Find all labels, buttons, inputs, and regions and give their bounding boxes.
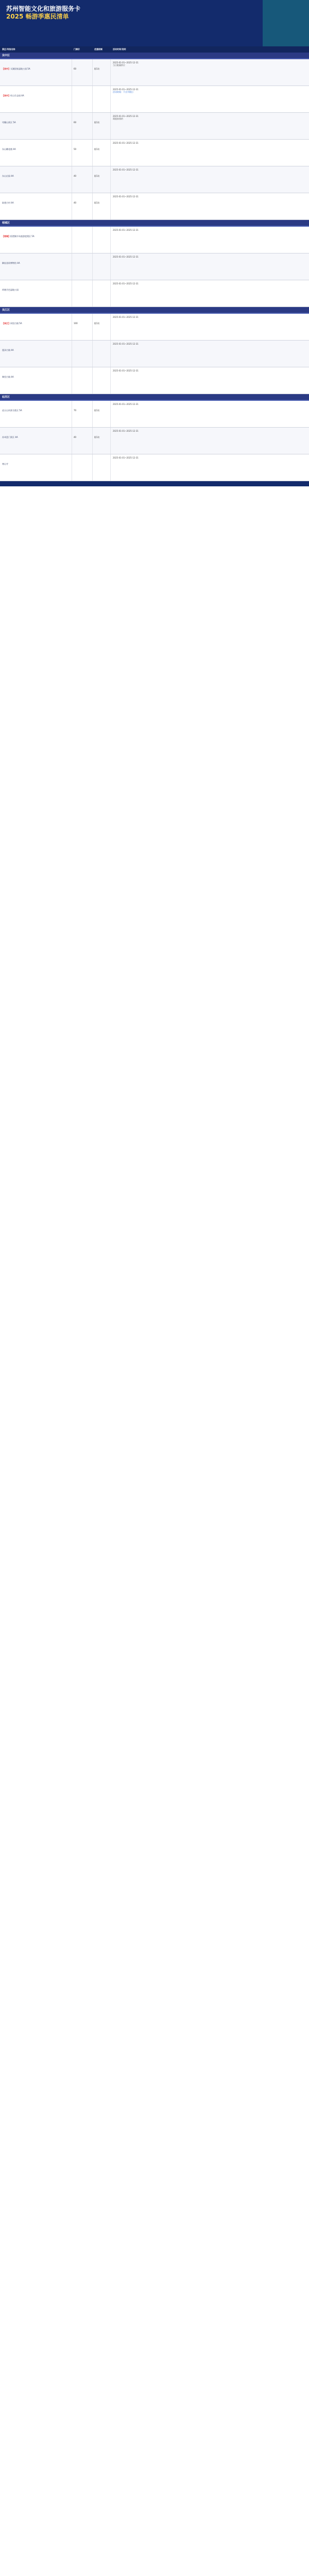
usage-limit: 限1次 bbox=[93, 314, 111, 340]
table-row[interactable] bbox=[0, 140, 309, 166]
ticket-price bbox=[72, 86, 93, 112]
district-tag: 【吴江】 bbox=[2, 322, 10, 325]
table-row[interactable] bbox=[0, 193, 309, 220]
venue-info bbox=[111, 193, 309, 219]
table-body bbox=[0, 53, 309, 481]
venue-name-text: 虎丘山风景名胜区 5A bbox=[2, 409, 22, 412]
ticket-price bbox=[72, 253, 93, 280]
ticket-price bbox=[72, 227, 93, 253]
info-line: 2025-01-01~2025-12-31 bbox=[113, 369, 139, 372]
venue-name-text: 东山雕花楼 4A bbox=[2, 148, 16, 150]
venue-name bbox=[0, 227, 72, 253]
info-line: 2025-01-01~2025-12-31 bbox=[113, 61, 139, 64]
table-row[interactable] bbox=[0, 341, 309, 367]
usage-limit bbox=[93, 341, 111, 367]
info-line: 2025-01-01~2025-12-31 bbox=[113, 316, 139, 318]
info-line: 2025-01-01~2025-12-31 bbox=[113, 229, 139, 231]
ticket-price: 100 bbox=[72, 314, 93, 340]
usage-limit bbox=[93, 280, 111, 307]
table-row[interactable] bbox=[0, 86, 309, 113]
info-line: 2025-01-01~2025-12-31 bbox=[113, 88, 139, 91]
venue-info bbox=[111, 454, 309, 481]
header-info: 活动时间/说明 bbox=[113, 48, 126, 51]
info-line: 2025-01-01~2025-12-31 bbox=[113, 115, 139, 117]
venue-info bbox=[111, 428, 309, 454]
venue-name-text: 黎里古镇 4A bbox=[2, 376, 14, 378]
usage-limit bbox=[93, 227, 111, 253]
ticket-price bbox=[72, 454, 93, 481]
usage-limit bbox=[93, 86, 111, 112]
district-tag: 【相城】 bbox=[2, 235, 10, 238]
venue-name-text: 震泽古镇 4A bbox=[2, 349, 14, 351]
venue-name bbox=[0, 113, 72, 139]
venue-info bbox=[111, 401, 309, 427]
table-row[interactable] bbox=[0, 367, 309, 394]
table-row[interactable] bbox=[0, 59, 309, 86]
ticket-price: 40 bbox=[72, 193, 93, 219]
venue-name bbox=[0, 140, 72, 166]
venue-info bbox=[111, 59, 309, 86]
usage-limit: 限1次 bbox=[93, 140, 111, 166]
venue-name bbox=[0, 401, 72, 427]
info-line: 当日限量供应 bbox=[113, 64, 125, 67]
page-title: 苏州智能文化和旅游服务卡 bbox=[6, 5, 81, 12]
venue-name bbox=[0, 166, 72, 193]
page-subtitle: 2025 畅游季惠民清单 bbox=[6, 13, 69, 20]
header-name: 景区/场馆名称 bbox=[2, 48, 15, 51]
venue-info bbox=[111, 280, 309, 307]
ticket-price: 40 bbox=[72, 166, 93, 193]
info-line: 2025-01-01~2025-12-31 bbox=[113, 430, 139, 432]
venue-name-text: 太湖国家湿地公园 5A bbox=[10, 67, 30, 70]
table-row[interactable] bbox=[0, 227, 309, 253]
venue-info bbox=[111, 86, 309, 112]
venue-info bbox=[111, 253, 309, 280]
info-line: 2025-01-01~2025-12-31 bbox=[113, 142, 139, 144]
venue-name bbox=[0, 314, 72, 340]
venue-name bbox=[0, 280, 72, 307]
ticket-price: 40 bbox=[72, 428, 93, 454]
venue-name-text: 陆巷古村 4A bbox=[2, 201, 14, 204]
usage-limit: 限1次 bbox=[93, 193, 111, 219]
venue-name bbox=[0, 193, 72, 219]
venue-name bbox=[0, 86, 72, 112]
info-line: 2025-01-01~2025-12-31 bbox=[113, 256, 139, 258]
usage-limit: 限1次 bbox=[93, 401, 111, 427]
venue-info bbox=[111, 166, 309, 193]
table-header bbox=[0, 46, 309, 53]
venue-name-text: 御窑金砖博物馆 4A bbox=[2, 262, 20, 264]
usage-limit bbox=[93, 367, 111, 394]
table-row[interactable] bbox=[0, 454, 309, 481]
district-tag: 【吴中】 bbox=[2, 67, 10, 70]
venue-info bbox=[111, 140, 309, 166]
venue-name-text: 穹窿山景区 5A bbox=[2, 121, 16, 124]
venue-name bbox=[0, 253, 72, 280]
info-line: 2025-01-01~2025-12-31 bbox=[113, 168, 139, 171]
usage-limit: 限1次 bbox=[93, 113, 111, 139]
venue-name bbox=[0, 454, 72, 481]
info-line: 2025-01-01~2025-12-31 bbox=[113, 282, 139, 285]
info-line: 2025-01-01~2025-12-31 bbox=[113, 456, 139, 459]
table-row[interactable] bbox=[0, 113, 309, 140]
ticket-price: 70 bbox=[72, 401, 93, 427]
ticket-price: 60 bbox=[72, 59, 93, 86]
info-line: 2025-01-01~2025-12-31 bbox=[113, 403, 139, 405]
venue-name-text: 阳澄湖半岛旅游度假区 5A bbox=[10, 235, 35, 238]
section-header: 相城区 bbox=[0, 220, 309, 227]
venue-info bbox=[111, 367, 309, 394]
info-line: 需提前预约 bbox=[113, 117, 123, 121]
venue-info bbox=[111, 341, 309, 367]
usage-limit: 限1次 bbox=[93, 428, 111, 454]
section-header: 吴中区 bbox=[0, 53, 309, 59]
venue-name-text: 旺山生态园 4A bbox=[10, 94, 24, 97]
table-row[interactable] bbox=[0, 253, 309, 280]
ticket-price bbox=[72, 280, 93, 307]
venue-name bbox=[0, 367, 72, 394]
venue-info bbox=[111, 227, 309, 253]
venue-info bbox=[111, 314, 309, 340]
venue-name-text: 荷塘月色湿地公园 bbox=[2, 289, 19, 291]
venue-name bbox=[0, 428, 72, 454]
usage-limit bbox=[93, 253, 111, 280]
header-price: 门票价 bbox=[74, 48, 80, 51]
venue-name-text: 寒山寺 bbox=[2, 463, 8, 465]
table-row[interactable] bbox=[0, 166, 309, 193]
info-line: 2025-01-01~2025-12-31 bbox=[113, 343, 139, 345]
header-limit: 优惠限制 bbox=[94, 48, 102, 51]
table-row[interactable] bbox=[0, 280, 309, 307]
district-tag: 【吴中】 bbox=[2, 94, 10, 97]
table-row[interactable] bbox=[0, 428, 309, 454]
ticket-price bbox=[72, 341, 93, 367]
venue-name bbox=[0, 59, 72, 86]
ticket-price bbox=[72, 367, 93, 394]
info-note: 活动时间：不含节假日 bbox=[113, 91, 133, 94]
table-row[interactable] bbox=[0, 314, 309, 341]
usage-limit bbox=[93, 454, 111, 481]
venue-name-text: 同里古镇 5A bbox=[10, 322, 22, 325]
hero-banner bbox=[0, 0, 309, 46]
table-row[interactable] bbox=[0, 401, 309, 428]
venue-name-text: 苏州盘门景区 4A bbox=[2, 436, 18, 438]
footer-bar bbox=[0, 481, 309, 486]
section-header: 姑苏区 bbox=[0, 394, 309, 401]
venue-info bbox=[111, 113, 309, 139]
section-header: 吴江区 bbox=[0, 307, 309, 314]
ticket-price: 50 bbox=[72, 140, 93, 166]
venue-name-text: 东山启园 4A bbox=[2, 175, 14, 177]
venue-name bbox=[0, 341, 72, 367]
usage-limit: 限1次 bbox=[93, 166, 111, 193]
ticket-price: 60 bbox=[72, 113, 93, 139]
hero-decoration bbox=[263, 0, 309, 46]
usage-limit: 限1次 bbox=[93, 59, 111, 86]
info-line: 2025-01-01~2025-12-31 bbox=[113, 195, 139, 198]
